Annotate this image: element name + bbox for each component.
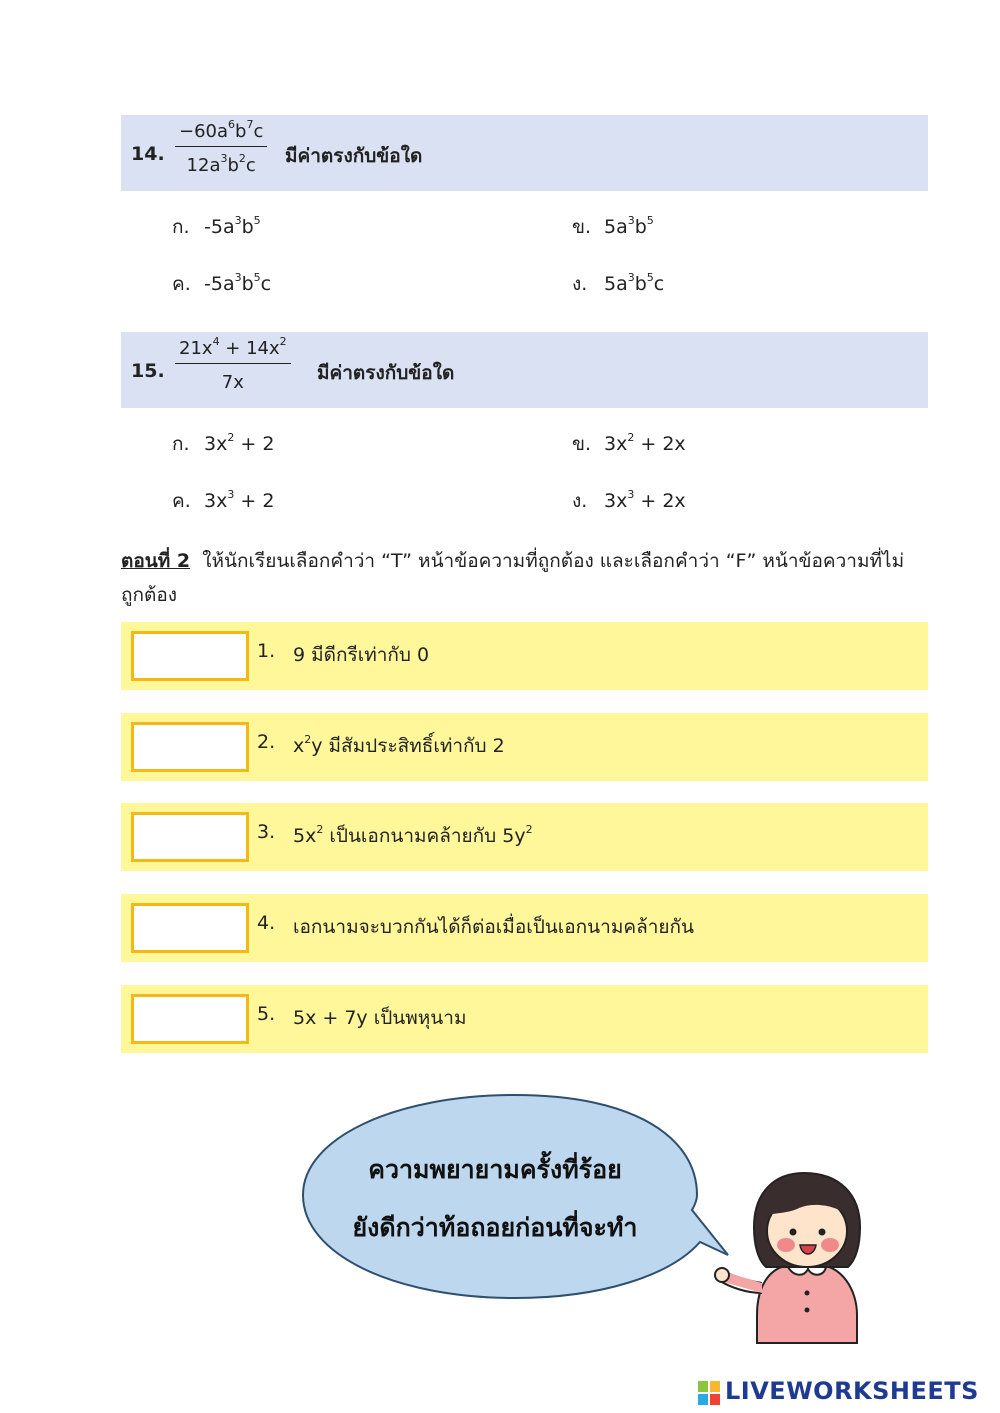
liveworksheets-watermark xyxy=(697,1377,997,1409)
statement-number: 5. xyxy=(257,1003,276,1025)
statement-text: $5x^2$ เป็นเอกนามคล้ายกับ $5y^2$ xyxy=(293,823,533,847)
question-number: 14. xyxy=(131,143,165,165)
q15-option-d[interactable]: ง. $3x^3 + 2x$ xyxy=(572,488,686,512)
statement-text: เอกนามจะบวกกันได้ก็ต่อเมื่อเป็นเอกนามคล้ายกัน xyxy=(293,916,695,938)
statement-row-5 xyxy=(121,985,928,1053)
fraction-denominator: 7x xyxy=(221,372,244,393)
statement-text: 9 มีดีกรีเท่ากับ 0 xyxy=(293,644,430,666)
answer-box[interactable] xyxy=(131,631,249,681)
fraction-denominator: $12a^3b^2c$ xyxy=(186,152,256,176)
statement-number: 1. xyxy=(257,640,276,662)
fraction-numerator: $21x^4 + 14x^2$ xyxy=(175,338,291,364)
answer-box[interactable] xyxy=(131,812,249,862)
statement-number: 4. xyxy=(257,912,276,934)
question-15-header xyxy=(121,332,928,408)
statement-row-1 xyxy=(121,622,928,690)
section-2-instruction xyxy=(121,544,911,612)
q15-option-c[interactable]: ค. $3x^3 + 2$ xyxy=(172,488,275,512)
statement-text: $x^2y$ มีสัมประสิทธิ์เท่ากับ 2 xyxy=(293,733,505,757)
statement-number: 3. xyxy=(257,821,276,843)
statement-row-3 xyxy=(121,803,928,871)
answer-box[interactable] xyxy=(131,903,249,953)
answer-box[interactable] xyxy=(131,994,249,1044)
q14-option-b[interactable]: ข. $5a^3b^5$ xyxy=(572,214,654,238)
question-14-fraction xyxy=(175,118,267,176)
liveworksheets-logo-icon xyxy=(697,1380,721,1406)
section-title: ตอนที่ 2 xyxy=(121,550,191,572)
q15-option-b[interactable]: ข. $3x^2 + 2x$ xyxy=(572,431,686,455)
question-number: 15. xyxy=(131,360,165,382)
question-14-header xyxy=(121,115,928,191)
question-15-fraction xyxy=(175,335,291,393)
q15-option-a[interactable]: ก. $3x^2 + 2$ xyxy=(172,431,275,455)
quote-line-1: ความพยายามครั้งที่ร้อย xyxy=(368,1155,622,1184)
brand-name: LIVEWORKSHEETS xyxy=(725,1377,979,1405)
statement-text: 5x + 7y เป็นพหุนาม xyxy=(293,1007,467,1029)
quote-line-2: ยังดีกว่าท้อถอยก่อนที่จะทำ xyxy=(352,1213,638,1242)
statement-row-2 xyxy=(121,713,928,781)
statement-row-4 xyxy=(121,894,928,962)
speech-bubble xyxy=(300,1090,740,1305)
question-prompt: มีค่าตรงกับข้อใด xyxy=(285,145,423,167)
instruction-text: ให้นักเรียนเลือกคำว่า “T” หน้าข้อความที่ถูกต้อง และเลือกคำว่า “F” หน้าข้อความที่ไม่ถูกต้อง xyxy=(121,550,905,606)
statement-number: 2. xyxy=(257,731,276,753)
question-prompt: มีค่าตรงกับข้อใด xyxy=(317,362,455,384)
girl-illustration xyxy=(712,1165,872,1345)
q14-option-a[interactable]: ก. $-5a^3b^5$ xyxy=(172,214,261,238)
q14-option-d[interactable]: ง. $5a^3b^5c$ xyxy=(572,271,665,295)
fraction-numerator: $-60a^6b^7c$ xyxy=(175,121,267,147)
answer-box[interactable] xyxy=(131,722,249,772)
q14-option-c[interactable]: ค. $-5a^3b^5c$ xyxy=(172,271,272,295)
